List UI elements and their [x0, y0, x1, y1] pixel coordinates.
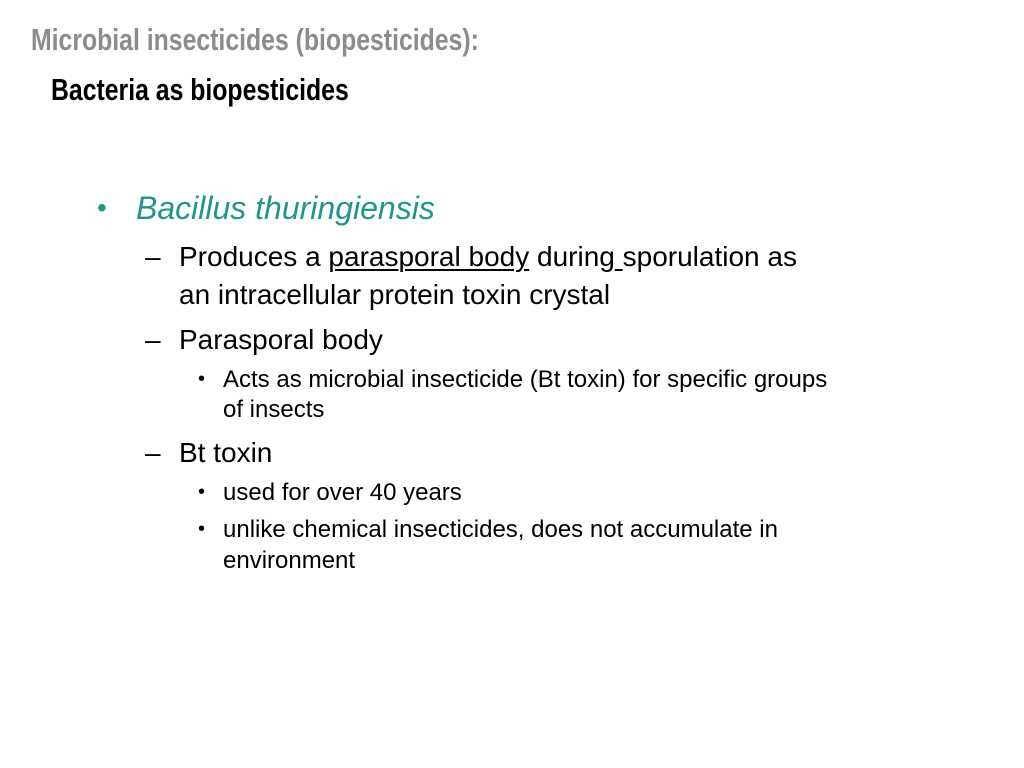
bullet-marker: •: [97, 192, 107, 223]
bullet-marker: •: [198, 518, 206, 540]
bullet-produces: [179, 238, 797, 275]
produces-text-start: Produces a: [179, 241, 329, 272]
bullet-bt-toxin: Bt toxin: [179, 437, 273, 468]
bullet-unlike-line2: environment: [223, 547, 356, 574]
bullet-used-for: used for over 40 years: [223, 479, 462, 506]
produces-text-during: during: [529, 241, 615, 272]
bullet-parasporal-body: Parasporal body: [179, 324, 383, 355]
bullet-marker: •: [198, 481, 206, 503]
dash-marker: –: [145, 437, 161, 468]
slide-subtitle: Bacteria as biopesticides: [51, 72, 349, 107]
bullet-unlike: unlike chemical insecticides, does not accumulate in: [223, 516, 778, 543]
bullet-produces-line2: an intracellular protein toxin crystal: [179, 279, 611, 310]
produces-text-sporulation: sporulation as: [622, 241, 797, 272]
slide-title: Microbial insecticides (biopesticides):: [31, 22, 479, 57]
bullet-acts-as: Acts as microbial insecticide (Bt toxin) for specific groups: [223, 366, 828, 393]
dash-marker: –: [145, 241, 161, 272]
dash-marker: –: [145, 324, 161, 355]
bullet-acts-as-line2: of insects: [223, 396, 325, 423]
bullet-marker: •: [198, 368, 206, 390]
parasporal-body-term: parasporal body: [328, 241, 530, 272]
underlined-space: [615, 241, 623, 272]
bullet-organism: Bacillus thuringiensis: [136, 190, 435, 226]
